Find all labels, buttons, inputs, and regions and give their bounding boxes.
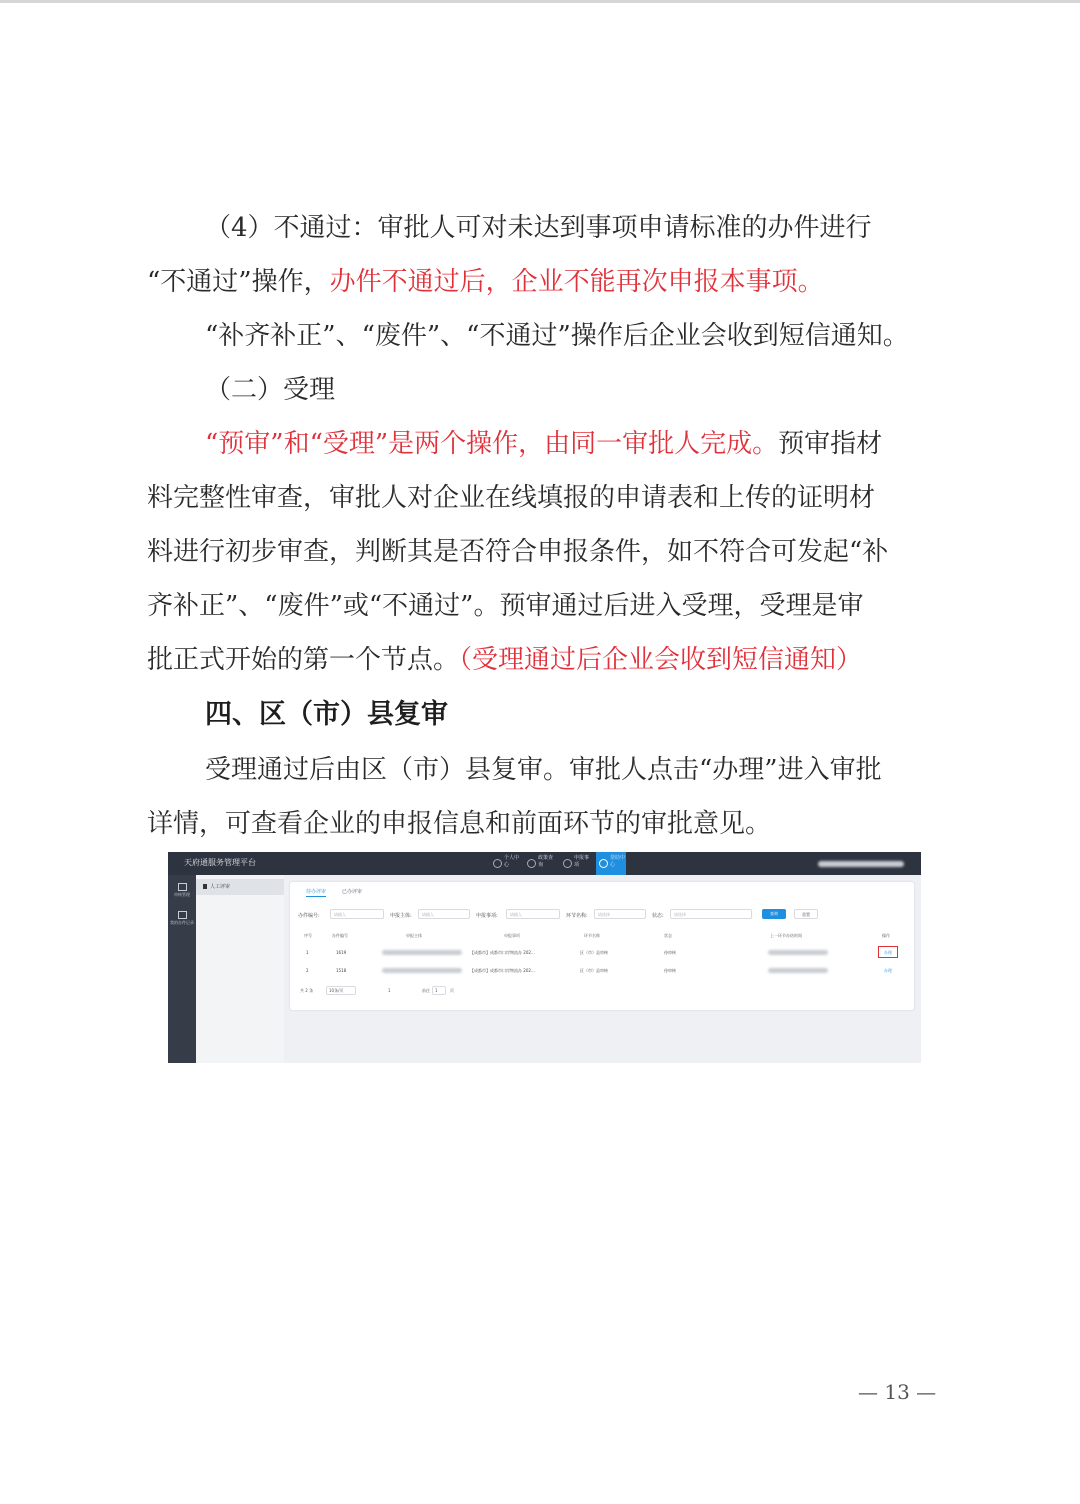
column-header: 操作 <box>882 933 890 938</box>
column-header: 申报主体 <box>406 933 422 938</box>
table-cell-step: 区（市）县审核 <box>580 950 608 955</box>
column-header: 上一环节办结时间 <box>770 933 802 938</box>
text: 批正式开始的第一个节点。 <box>147 645 460 675</box>
text: 料进行初步审查，判断其是否符合申报条件，如不符合可发起“补 <box>147 537 889 567</box>
lock-icon <box>203 884 207 889</box>
document-icon <box>563 859 572 868</box>
paragraph-line <box>0 426 1080 462</box>
app-title: 天府通服务管理平台 <box>184 858 256 867</box>
sub-heading <box>0 372 1080 408</box>
table-cell-code: 1619 <box>336 950 347 955</box>
app-submenu <box>196 875 284 1063</box>
text: “补齐补正”、“废件”、“不通过”操作后企业会收到短信通知。 <box>205 321 909 351</box>
paragraph-line <box>0 264 1080 300</box>
blurred-user-info <box>818 861 904 867</box>
app-header <box>168 852 921 875</box>
table-cell-item: 【成都市】成都市口岸物流办 202... <box>470 968 535 973</box>
highlight-box <box>878 946 898 958</box>
section-heading <box>0 697 1080 733</box>
column-header: 申报事项 <box>504 933 520 938</box>
table-cell-index: 1 <box>306 950 309 955</box>
reset-button[interactable]: 重置 <box>794 909 818 919</box>
paragraph-line <box>0 806 1080 842</box>
column-header: 状态 <box>664 933 672 938</box>
blurred-applicant <box>382 968 462 973</box>
text: 详情，可查看企业的申报信息和前面环节的审批意见。 <box>147 809 772 839</box>
table-cell-code: 1518 <box>336 968 347 973</box>
embedded-screenshot <box>168 852 921 1063</box>
paragraph-line <box>0 318 1080 354</box>
pager-current[interactable]: 1 <box>388 988 391 993</box>
table-cell-status: 待审核 <box>664 968 676 973</box>
search-button[interactable]: 查询 <box>762 909 786 919</box>
page-number: — 13 — <box>858 1380 937 1404</box>
pager-goto-input[interactable]: 1 <box>432 986 446 995</box>
column-header: 环节名称 <box>584 933 600 938</box>
filter-input[interactable]: 请选择 <box>670 909 752 919</box>
nav-label: 申报事项 <box>574 855 590 868</box>
filter-label: 办件编号: <box>298 913 320 919</box>
filter-label: 环节名称: <box>566 913 588 919</box>
paragraph-line <box>0 752 1080 788</box>
filter-input[interactable]: 请输入 <box>330 909 384 919</box>
paragraph-line <box>0 642 1080 678</box>
pager-goto-label: 前往 <box>422 988 430 993</box>
text: （二）受理 <box>205 375 336 405</box>
filter-input[interactable]: 请输入 <box>418 909 470 919</box>
column-header: 序号 <box>304 933 312 938</box>
filter-input[interactable]: 请选择 <box>594 909 646 919</box>
menu-label: 人工评审 <box>210 884 231 890</box>
search-icon <box>527 859 536 868</box>
menu-item-manual-review[interactable] <box>196 879 284 895</box>
table-cell-index: 2 <box>306 968 309 973</box>
home-icon <box>178 883 187 891</box>
nav-help-center[interactable] <box>596 852 626 875</box>
tab-done[interactable]: 已办评审 <box>342 889 363 895</box>
sidebar-item-label[interactable]: 审核管理 <box>174 892 190 897</box>
text: “不通过”操作， <box>147 267 330 297</box>
tab-pending[interactable]: 待办评审 <box>306 889 327 895</box>
file-icon <box>178 911 187 919</box>
nav-label: 个人中心 <box>504 855 520 868</box>
table-cell-step: 区（市）县审核 <box>580 968 608 973</box>
table-cell-status: 待审核 <box>664 950 676 955</box>
emphasis-text: （受理通过后企业会收到短信通知） <box>459 645 863 675</box>
paragraph-line <box>0 480 1080 516</box>
emphasis-text: 办件不通过后，企业不能再次申报本事项。 <box>329 267 824 297</box>
nav-apply-items[interactable] <box>560 852 590 875</box>
help-icon <box>599 859 608 868</box>
paragraph-line <box>0 210 1080 246</box>
handle-link[interactable]: 办理 <box>884 968 892 973</box>
filter-label: 状态: <box>652 913 664 919</box>
user-icon <box>493 859 502 868</box>
pager-total: 共 2 条 <box>300 988 314 993</box>
paragraph-line <box>0 534 1080 570</box>
nav-label: 政策查询 <box>538 855 554 868</box>
filter-label: 申报主体: <box>390 913 412 919</box>
sidebar-item-label[interactable]: 我的办件记录 <box>170 920 194 925</box>
content-panel <box>290 882 914 1010</box>
table-cell-item: 【成都市】成都市口岸物流办 202... <box>470 950 535 955</box>
nav-personal-center[interactable] <box>490 852 520 875</box>
column-header: 办件编号 <box>332 933 348 938</box>
handle-link[interactable]: 办理 <box>884 950 892 955</box>
text: （4）不通过：审批人可对未达到事项申请标准的办件进行 <box>205 213 872 243</box>
text: 齐补正”、“废件”或“不通过”。预审通过后进入受理，受理是审 <box>147 591 864 621</box>
top-divider <box>0 0 1080 3</box>
filter-label: 申报事项: <box>476 913 498 919</box>
emphasis-text: “预审”和“受理”是两个操作，由同一审批人完成。 <box>205 429 779 459</box>
paragraph-line <box>0 588 1080 624</box>
nav-policy-query[interactable] <box>524 852 554 875</box>
nav-label: 帮助中心 <box>610 855 626 868</box>
text: 受理通过后由区（市）县复审。审批人点击“办理”进入审批 <box>205 755 882 785</box>
blurred-time <box>768 950 828 955</box>
text: 料完整性审查，审批人对企业在线填报的申请表和上传的证明材 <box>147 483 876 513</box>
blurred-applicant <box>382 950 462 955</box>
text: 预审指材 <box>778 429 883 459</box>
blurred-time <box>768 968 828 973</box>
pager-unit: 页 <box>450 988 454 993</box>
app-sidebar <box>168 875 196 1063</box>
page-size-select[interactable]: 10条/页 <box>326 986 356 995</box>
text: 四、区（市）县复审 <box>205 699 448 730</box>
filter-input[interactable]: 请输入 <box>506 909 560 919</box>
